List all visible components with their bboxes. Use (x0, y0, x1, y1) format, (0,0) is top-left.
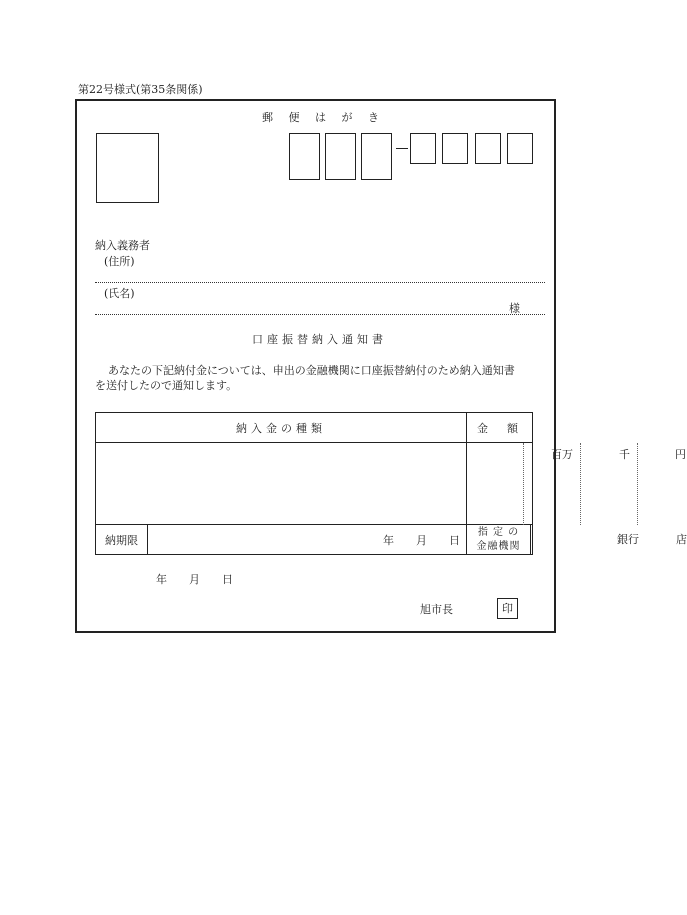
address-label: (住所) (104, 255, 135, 268)
postcard-label: 郵 便 は が き (262, 111, 385, 124)
postal-code-box-7 (507, 133, 533, 164)
name-line (95, 314, 545, 315)
postal-code-box-5 (442, 133, 468, 164)
postal-code-box-1 (289, 133, 320, 180)
institution-cell (531, 525, 687, 555)
postal-code-box-4 (410, 133, 436, 164)
honorific: 様 (509, 302, 520, 315)
type-cell (96, 443, 467, 525)
due-label: 納期限 (96, 525, 148, 555)
notice-body-line-1: あなたの下記納付金については、申出の金融機関に口座振替納付のため納入通知書 (108, 364, 515, 377)
payer-label: 納入義務者 (95, 239, 150, 252)
postal-code-dash (396, 148, 408, 149)
notice-title: 口座振替納入通知書 (252, 333, 387, 346)
payment-table (95, 412, 687, 555)
amount-cell (467, 443, 686, 525)
unit-million: 百万 (551, 448, 573, 461)
postal-code-box-2 (325, 133, 356, 180)
notice-body-line-2: を送付したので通知します。 (95, 379, 238, 392)
institution-label-line-1: 指 定 の (477, 526, 520, 538)
address-line (95, 282, 545, 283)
branch-label: 店 (676, 533, 687, 546)
name-label: (氏名) (104, 287, 135, 300)
issuer: 旭市長 (420, 603, 453, 616)
amount-divider-thousand (580, 443, 581, 525)
bank-label: 銀行 (617, 533, 639, 546)
unit-yen: 円 (675, 448, 686, 461)
postal-code-box-3 (361, 133, 392, 180)
amount-divider-yen (637, 443, 638, 525)
institution-label (467, 525, 531, 555)
type-header: 納入金の種類 (96, 413, 467, 443)
postal-code-box-6 (475, 133, 501, 164)
amount-header: 金 額 (467, 413, 533, 443)
seal-box: 印 (497, 598, 518, 619)
amount-divider-million (523, 443, 524, 525)
stamp-area (96, 133, 159, 203)
institution-label-line-2: 金融機関 (476, 540, 521, 552)
form-number: 第22号様式(第35条関係) (78, 83, 203, 96)
due-date: 年 月 日 (148, 525, 467, 555)
unit-thousand: 千 (619, 448, 630, 461)
issue-date: 年 月 日 (156, 573, 233, 586)
